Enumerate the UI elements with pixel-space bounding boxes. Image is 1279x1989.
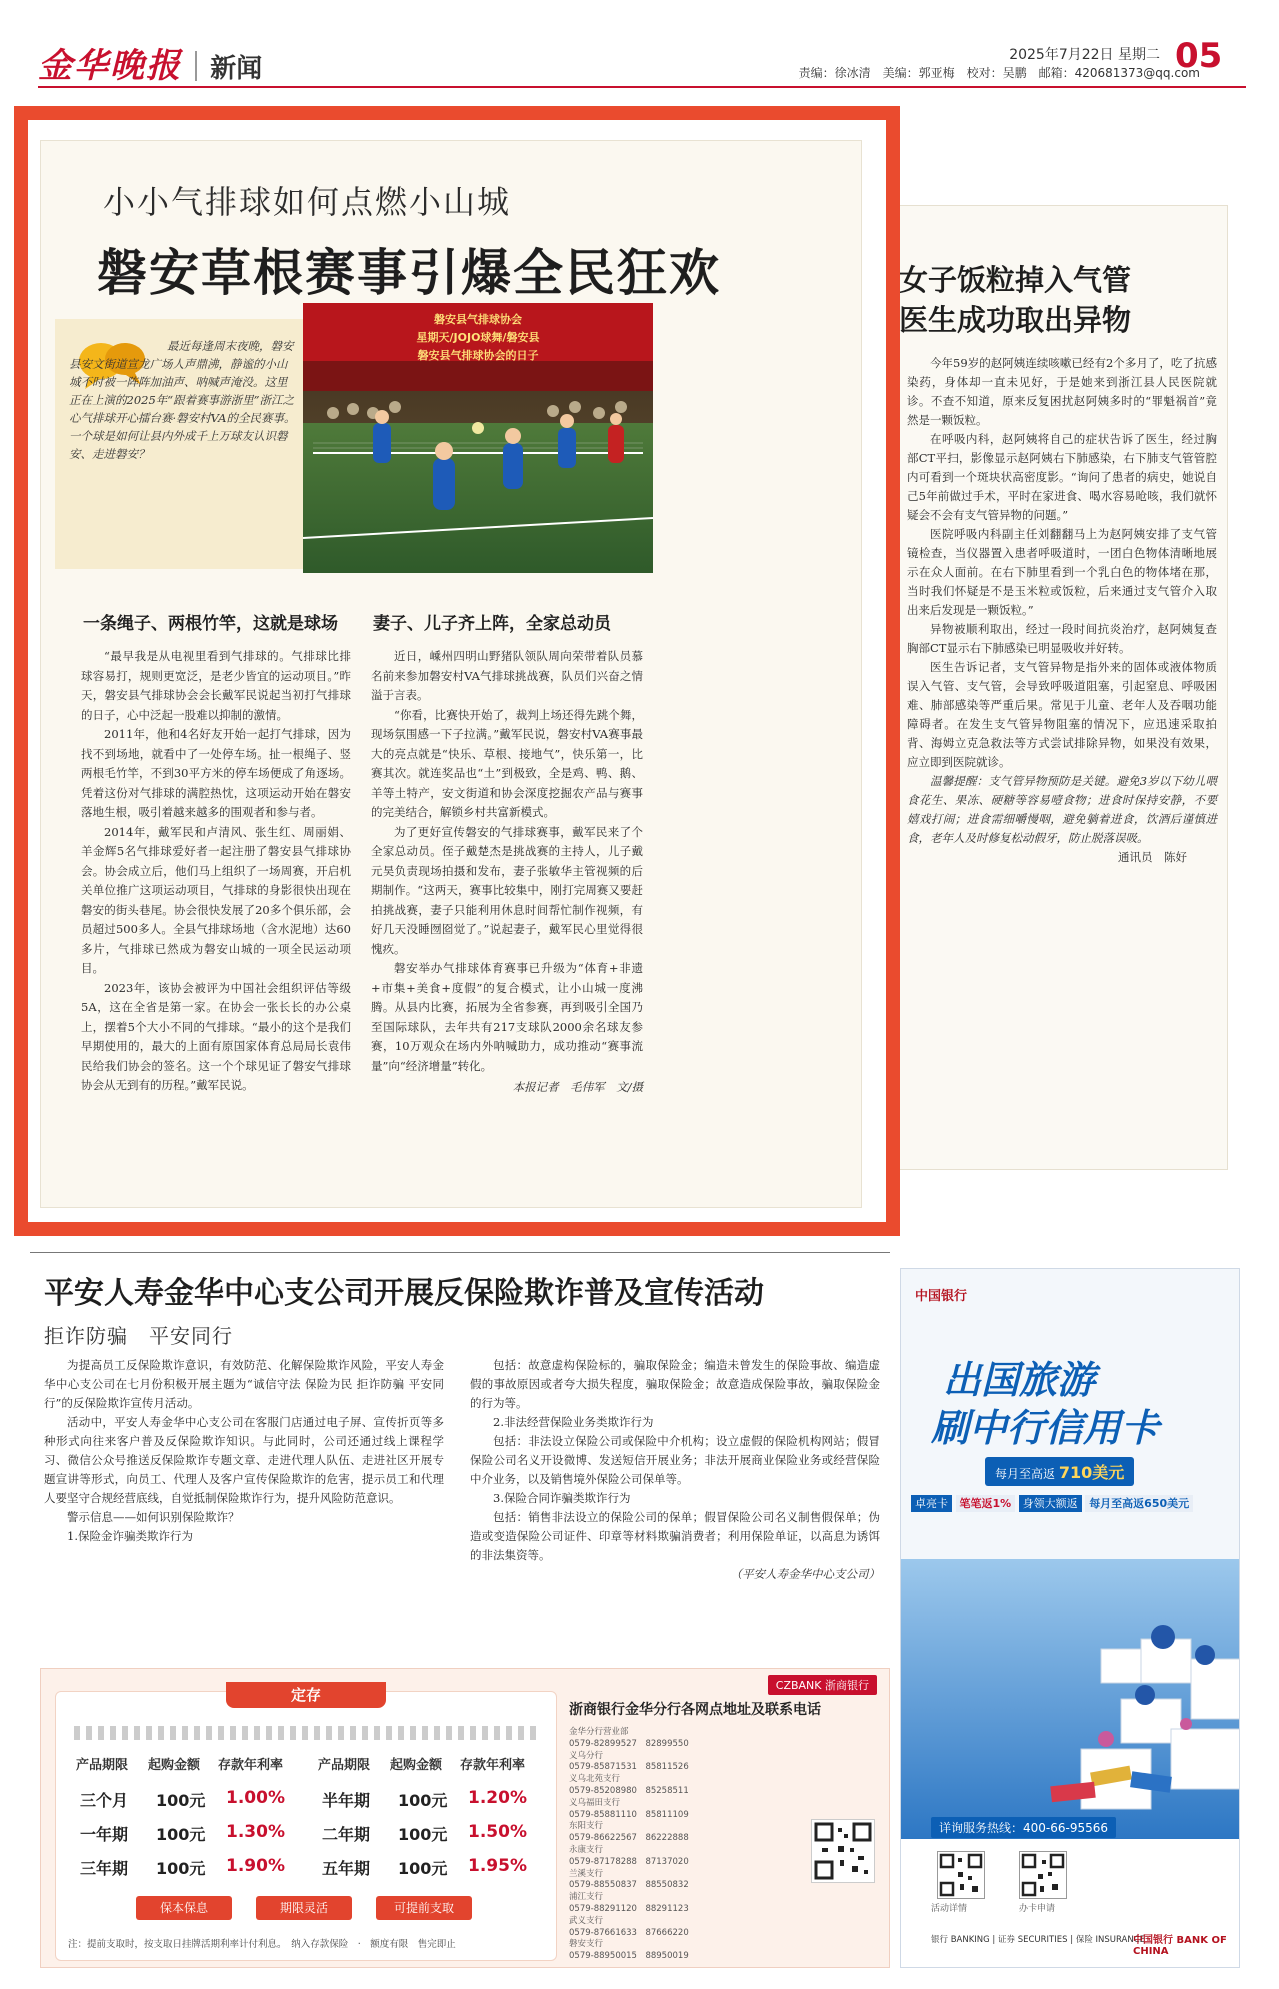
boc-hotline-label: 详询服务热线： — [939, 1821, 1024, 1835]
boc-tag: 笔笔返1% — [956, 1495, 1016, 1512]
branch-phone: 0579-87178288 87137020 — [569, 1856, 689, 1867]
branch-name: 东阳支行 — [569, 1821, 604, 1832]
branch-name: 兰溪支行 — [569, 1868, 604, 1879]
right-paragraph: “你看，比赛快开始了，裁判上场还得先跳个舞，现场氛围感一下子拉满。”戴军民说，磐安村VA赛事最大的亮点就是“快乐、草根、接地气”，快乐第一，比赛其次。就连奖品也“土”到极致，全是鸡、鸭、鹅、羊等土特产，安文街道和协会深度挖掘农产品与赛事的完美结合，解锁乡村共富新模式。 — [371, 707, 643, 819]
rates-banner: 定存 — [226, 1682, 386, 1708]
boc-footer-link: 保险 INSURANCE — [1075, 1935, 1146, 1945]
boc-ad — [900, 1268, 1240, 1968]
branch-phone: 0579-85871531 85811526 — [569, 1762, 689, 1773]
date-line: 2025年7月22日 星期二 — [1009, 47, 1160, 63]
rate-term: 三年期 — [80, 1859, 129, 1878]
side-article — [898, 205, 1228, 1170]
rate-term: 三个月 — [80, 1791, 129, 1810]
branch-name: 义乌福田支行 — [569, 1797, 621, 1808]
right-paragraph: 为了更好宣传磐安的气排球赛事，戴军民来了个全家总动员。侄子戴楚杰是挑战赛的主持人，儿子戴元昊负责现场拍摄和发布，妻子张敏华主管视频的后期制作。“这两天，赛事比较集中，刚打完周赛又要赶拍挑战赛，妻子只能利用休息时间帮忙制作视频，有好几天没睡囫囵觉了。”说起妻子，戴军民心里觉得很愧疚。 — [371, 824, 643, 956]
left-subhead: 一条绳子、两根竹竿，这就是球场 — [83, 614, 338, 634]
rate-value: 1.50% — [468, 1822, 527, 1842]
boc-footer-link: 证券 SECURITIES — [998, 1935, 1068, 1945]
branch-name: 义乌分行 — [569, 1750, 604, 1761]
branch-phone: 0579-88291120 88291123 — [569, 1903, 689, 1914]
intro-box — [55, 319, 310, 569]
right-column-body — [371, 647, 643, 1098]
feature-byline: 本报记者 毛伟军 文/摄 — [512, 1080, 643, 1094]
insurance-left-body — [44, 1356, 444, 1546]
czbank-brand: CZBANK 浙商银行 — [768, 1675, 877, 1695]
insurance-headline: 平安人寿金华中心支公司开展反保险欺诈普及宣传活动 — [44, 1276, 764, 1311]
branch-phone: 0579-85881110 85811109 — [569, 1809, 689, 1820]
boc-footer-brand: 中国银行 BANK OF CHINA — [1133, 1935, 1227, 1957]
branch-name: 义乌北苑支行 — [569, 1774, 621, 1785]
photo-banner-3: 磐安县气排球协会的日子 — [417, 349, 539, 362]
branch-list — [569, 1727, 769, 1963]
feature-kicker: 小小气排球如何点燃小山城 — [103, 183, 512, 221]
side-article-title-1: 女子饭粒掉入气管 — [899, 263, 1132, 297]
insurance-byline: （平安人寿金华中心支公司） — [730, 1567, 880, 1581]
right-paragraph: 近日，嵊州四明山野猪队领队周向荣带着队员慕名前来参加磐安村VA气排球挑战赛，队员们兴奋之情溢于言表。 — [371, 649, 643, 702]
boc-tags — [911, 1495, 1193, 1511]
rate-value: 1.90% — [226, 1856, 285, 1876]
feature-pill: 期限灵活 — [256, 1896, 352, 1920]
rate-min: 100元 — [398, 1791, 448, 1810]
col-header-term: 产品期限 — [76, 1758, 129, 1773]
czbank-qr-code — [811, 1819, 875, 1883]
boc-tag: 每月至高返650美元 — [1085, 1495, 1193, 1512]
insurance-paragraph: 包括：非法设立保险公司或保险中介机构；设立虚假的保险机构网站；假冒保险公司名义开设微博、发送短信开展业务；非法开展商业保险业务或经营保险中介业务，以及销售境外保险公司保单等。 — [470, 1434, 880, 1486]
right-subhead: 妻子、儿子齐上阵，全家总动员 — [373, 614, 611, 634]
feature-pill: 可提前支取 — [376, 1896, 472, 1920]
branch-name: 金华分行营业部 — [569, 1727, 629, 1737]
branch-phone: 0579-87661633 87666220 — [569, 1927, 689, 1938]
rate-term: 半年期 — [322, 1791, 371, 1810]
credits-line: 责编：徐冰清 美编：郭亚梅 校对：吴鹏 邮箱：420681373@qq.com — [798, 66, 1200, 80]
rate-value: 1.30% — [226, 1822, 285, 1842]
side-article-title-2: 医生成功取出异物 — [899, 303, 1132, 337]
side-paragraph: 医院呼吸内科副主任刘翻翻马上为赵阿姨安排了支气管镜检查，当仪器置入患者呼吸道时，一团白色物体清晰地展示在众人面前。在右下肺里看到一个乳白色的物体堵在那，当时我们怀疑是不是玉米粒或饭粒，后来通过支气管介入取出来后发现是一颗饭粒。” — [907, 527, 1217, 617]
qr-code-icon — [938, 1852, 984, 1898]
col-header-rate: 存款年利率 — [218, 1758, 284, 1773]
rate-term: 五年期 — [322, 1859, 371, 1878]
col-header-min: 起购金额 — [390, 1758, 443, 1773]
side-paragraph: 在呼吸内科，赵阿姨将自己的症状告诉了医生，经过胸部CT平扫，影像显示赵阿姨右下肺感染，右下肺支气管管腔内可看到一个斑块状高密度影。“询问了患者的病史，她说自己5年前做过手术，平时在家进食、喝水容易呛咳，我们就怀疑会不会有支气管异物的问题。” — [907, 432, 1217, 522]
boc-slogan-2: 刷中行信用卡 — [931, 1406, 1160, 1450]
branch-name: 永康支行 — [569, 1844, 604, 1855]
branch-phone: 0579-86622567 86222888 — [569, 1833, 689, 1844]
section-label: 新闻 — [210, 54, 263, 84]
rate-min: 100元 — [156, 1859, 206, 1878]
boc-hotline-number: 400-66-95566 — [1023, 1821, 1109, 1835]
boc-footer-links: 银行 BANKING | 证券 SECURITIES | 保险 INSURANCE — [931, 1935, 1146, 1945]
side-paragraph: 异物被顺利取出，经过一段时间抗炎治疗，赵阿姨复查胸部CT显示右下肺感染已明显吸收并好转。 — [907, 622, 1217, 655]
header-rule — [38, 86, 1246, 88]
page-number: 05 — [1175, 36, 1223, 76]
boc-hotline — [931, 1817, 1116, 1838]
qr-code-icon — [1020, 1852, 1066, 1898]
branch-phone: 0579-88550837 88550832 — [569, 1880, 689, 1891]
masthead — [38, 38, 298, 88]
branch-title: 浙商银行金华分行各网点地址及联系电话 — [569, 1702, 821, 1718]
branch-phone: 0579-88950015 88950019 — [569, 1951, 689, 1962]
col-header-term: 产品期限 — [318, 1758, 371, 1773]
feature-article — [40, 140, 862, 1208]
left-paragraph: 2011年，他和4名好友开始一起打气排球，因为找不到场地，就看中了一处停车场。扯一根绳子、竖两根毛竹竿，不到30平方米的停车场便成了角逐场。凭着这份对气排球的满腔热忱，这项运动开始在磐安落地生根，吸引着越来越多的围观者和参与者。 — [81, 727, 351, 819]
photo-banner-2: 星期天/JOJO球舞/磐安县 — [416, 331, 540, 344]
insurance-right-body — [470, 1356, 880, 1584]
branch-name: 磐安支行 — [569, 1939, 604, 1950]
rate-term: 二年期 — [322, 1825, 371, 1844]
paper-logo: 金华晚报 — [38, 46, 182, 86]
insurance-paragraph: 活动中，平安人寿金华中心支公司在客服门店通过电子屏、宣传折页等多种形式向往来客户普及反保险欺诈知识。与此同时，公司还通过线上课程学习、微信公众号推送反保险欺诈专题文章、走进代理人队伍、走进社区开展专题宣讲等形式，向员工、代理人及客户宣传保险欺诈的危害，提示员工和代理人要坚守合规经营底线，自觉抵制保险欺诈行为，提升风险防范意识。 — [44, 1415, 444, 1505]
branch-name: 浦江支行 — [569, 1892, 604, 1903]
side-paragraph: 今年59岁的赵阿姨连续咳嗽已经有2个多月了，吃了抗感染药，身体却一直未见好，于是她来到浙江县人民医院就诊。不查不知道，原来反复困扰赵阿姨多时的“罪魁祸首”竟然是一颗饭粒。 — [907, 356, 1217, 427]
boc-offer-value: 710美元 — [1058, 1463, 1125, 1482]
boc-qr-code-1 — [937, 1851, 985, 1899]
side-tip: 温馨提醒：支气管异物预防是关键。避免3岁以下幼儿喂食花生、果冻、硬糖等容易噎食物；进食时保持安静，不要嬉戏打闹；进食需细嚼慢咽，避免躺着进食，饮酒后谨慎进食，老年人及时修复松动假牙，防止脱落误吸。 — [907, 774, 1217, 845]
rates-panel — [55, 1686, 557, 1961]
right-paragraph: 磐安举办气排球体育赛事已升级为“体育+非遗+市集+美食+度假”的复合模式，让小山城一度沸腾。从县内比赛，拓展为全省参赛，再到吸引全国乃至国际球队，去年共有217支球队2000余名球友参赛，10万观众在场内外呐喊助力，成功推动“赛事流量”向“经济增量”转化。 — [371, 961, 643, 1073]
rate-value: 1.00% — [226, 1788, 285, 1808]
side-paragraph: 医生告诉记者，支气管异物是指外来的固体或液体物质误入气管、支气管，会导致呼吸道阻塞，引起窒息、呼吸困难、肺部感染等严重后果。常见于儿童、老年人及吞咽功能障碍者。在发生支气管异物阻塞的情况下，应迅速采取拍背、海姆立克急救法等方式尝试排除异物，如果没有效果，应立即到医院就诊。 — [907, 660, 1217, 769]
branch-phone: 0579-85208980 85258511 — [569, 1785, 689, 1796]
col-header-min: 起购金额 — [148, 1758, 201, 1773]
rates-footnote: 注：提前支取时，按支取日挂牌活期利率计付利息。 纳入存款保险 · 额度有限 售完即止 — [68, 1939, 456, 1950]
rate-term: 一年期 — [80, 1825, 129, 1844]
rates-dotted-rule — [74, 1726, 538, 1740]
branch-phone: 0579-82899527 82899550 — [569, 1738, 689, 1749]
boc-qr-code-2 — [1019, 1851, 1067, 1899]
left-paragraph: 2014年，戴军民和卢清风、张生红、周丽娟、羊金辉5名气排球爱好者一起注册了磐安县气排球协会。协会成立后，他们马上组织了一场周赛，开启机关单位推广这项运动项目，气排球的身影很快出现在磐安的街头巷尾。协会很快发展了20多个俱乐部，会员超过500多人。全县气排球场地（含水泥地）达60多片，气排球已然成为磐安山城的一项全民运动项目。 — [81, 824, 351, 975]
left-paragraph: “最早我是从电视里看到气排球的。气排球比排球容易打，规则更宽泛，是老少皆宜的运动项目。”昨天，磐安县气排球协会会长戴军民说起当初打气排球的日子，心中泛起一股难以抑制的激情。 — [81, 649, 351, 722]
boc-slogan-1: 出国旅游 — [943, 1358, 1096, 1402]
rate-value: 1.95% — [468, 1856, 527, 1876]
side-byline: 通讯员 陈好 — [1118, 850, 1187, 864]
insurance-paragraph: 为提高员工反保险欺诈意识，有效防范、化解保险欺诈风险，平安人寿金华中心支公司在七月份积极开展主题为“诚信守法 保险为民 拒诈防骗 平安同行”的反保险欺诈宣传月活动。 — [44, 1358, 444, 1410]
photo-banner-1: 磐安县气排球协会 — [434, 313, 522, 326]
insurance-paragraph: 包括：故意虚构保险标的，骗取保险金；编造未曾发生的保险事故、编造虚假的事故原因或者夸大损失程度，骗取保险金；故意造成保险事故，骗取保险金的行为等。 — [470, 1358, 880, 1410]
left-paragraph: 2023年，该协会被评为中国社会组织评估等级5A，这在全省是第一家。在协会一张长长的办公桌上，摆着5个大小不同的气排球。“最小的这个是我们早期使用的，最大的上面有原国家体育总局局长袁伟民给我们协会的签名。这一个个球见证了磐安气排球协会从无到有的历程。”戴军民说。 — [81, 980, 351, 1092]
rate-min: 100元 — [398, 1859, 448, 1878]
boc-offer — [985, 1457, 1134, 1486]
qr-code-icon — [812, 1820, 874, 1882]
left-column-body — [81, 647, 351, 1096]
section-divider — [30, 1252, 890, 1253]
rate-min: 100元 — [398, 1825, 448, 1844]
czbank-ad — [40, 1668, 890, 1968]
col-header-rate: 存款年利率 — [460, 1758, 526, 1773]
side-article-body — [907, 354, 1217, 867]
insurance-subtitle: 拒诈防骗 平安同行 — [44, 1324, 233, 1348]
insurance-paragraph: 3.保险合同诈骗类欺诈行为 — [493, 1491, 631, 1505]
boc-qr-label-2: 办卡申请 — [1019, 1904, 1056, 1914]
rate-min: 100元 — [156, 1825, 206, 1844]
rate-min: 100元 — [156, 1791, 206, 1810]
boc-brand: 中国银行 — [915, 1289, 968, 1304]
intro-text: 最近每逢周末夜晚，磐安县安文街道宣龙广场人声鼎沸，静谧的小山城不时被一阵阵加油声、呐喊声淹没。这里正在上演的2025年“跟着赛事游浙里”浙江之心气排球开心擂台赛·磐安村VA的全民赛事。一个球是如何让县内外成千上万球友认识磐安、走进磐安？ — [69, 339, 296, 461]
boc-qr-label-1: 活动详情 — [931, 1904, 968, 1914]
insurance-paragraph: 2.非法经营保险业务类欺诈行为 — [493, 1415, 654, 1429]
branch-name: 武义支行 — [569, 1915, 604, 1926]
boc-footer-link: 银行 BANKING — [931, 1935, 990, 1945]
insurance-paragraph: 警示信息——如何识别保险欺诈？ — [67, 1510, 240, 1524]
boc-tag: 卓亮卡 — [911, 1495, 952, 1512]
insurance-paragraph: 包括：销售非法设立的保险公司的保单；假冒保险公司名义制售假保单；伪造或变造保险公司证件、印章等材料欺骗消费者；利用保险单证，以高息为诱饵的非法集资等。 — [470, 1510, 880, 1562]
rate-value: 1.20% — [468, 1788, 527, 1808]
insurance-paragraph: 1.保险金诈骗类欺诈行为 — [67, 1529, 193, 1543]
feature-pill: 保本保息 — [136, 1896, 232, 1920]
boc-offer-prefix: 每月至高返 — [995, 1467, 1056, 1481]
boc-tag: 身领大额返 — [1019, 1495, 1082, 1512]
feature-headline: 磐安草根赛事引爆全民狂欢 — [97, 244, 721, 302]
volleyball-photo — [303, 303, 653, 573]
masthead-divider — [195, 51, 197, 81]
